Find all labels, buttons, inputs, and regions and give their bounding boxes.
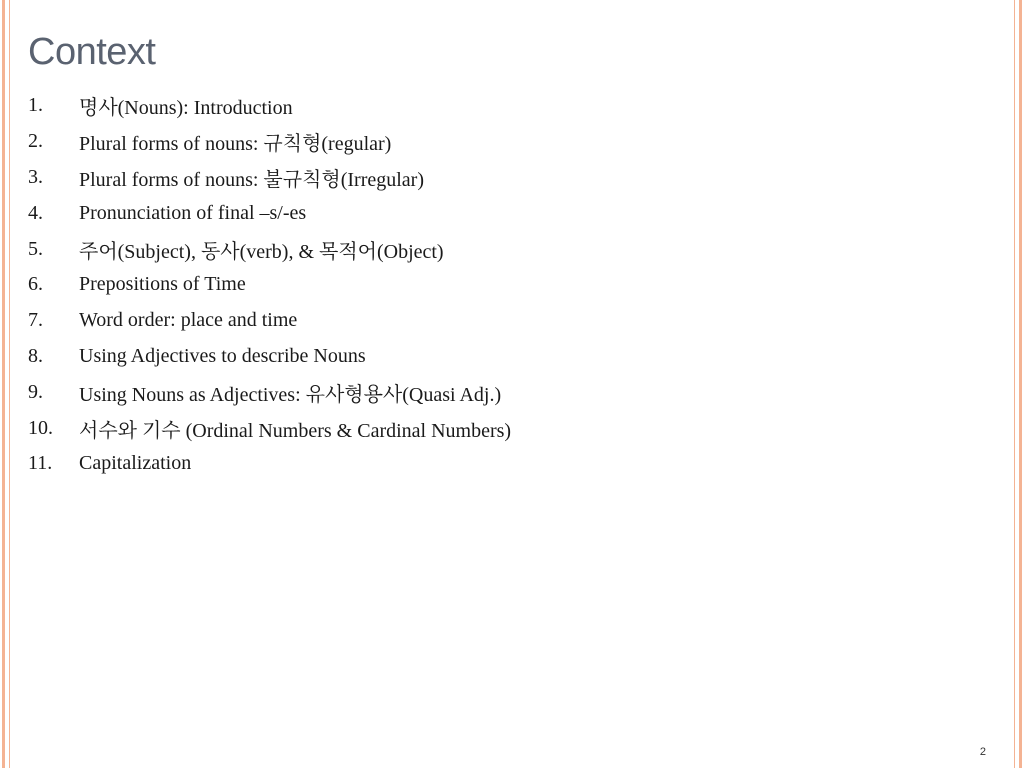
list-item — [28, 124, 511, 160]
list-item-text: Capitalization — [79, 452, 192, 475]
page-number: 2 — [979, 746, 986, 758]
list-item-text: 명사(Nouns): Introduction — [79, 97, 293, 120]
list-item-number: 8. — [28, 344, 43, 367]
list-item — [28, 195, 511, 231]
list-item — [28, 160, 511, 196]
list-item-text: Plural forms of nouns: 불규칙형(Irregular) — [79, 168, 424, 191]
list-item — [28, 410, 511, 446]
left-border-outer — [2, 0, 5, 768]
list-item — [28, 339, 511, 375]
list-item-text: Word order: place and time — [79, 309, 298, 332]
list-item-number: 5. — [28, 237, 43, 260]
list-item-text: 주어(Subject), 동사(verb), & 목적어(Object) — [79, 240, 444, 263]
left-border-inner — [9, 0, 10, 768]
list-item-number: 3. — [28, 165, 43, 188]
list-item — [28, 303, 511, 339]
list-item — [28, 446, 511, 482]
list-item — [28, 231, 511, 267]
list-item-text: Plural forms of nouns: 규칙형(regular) — [79, 133, 392, 156]
list-item-number: 9. — [28, 380, 43, 403]
list-item-text: 서수와 기수 (Ordinal Numbers & Cardinal Numbers) — [79, 419, 512, 442]
list-item-text: Using Adjectives to describe Nouns — [79, 344, 366, 367]
list-item-number: 6. — [28, 273, 43, 296]
list-item-number: 2. — [28, 130, 43, 153]
list-item-number: 10. — [28, 416, 53, 439]
list-item-text: Pronunciation of final –s/-es — [79, 201, 307, 224]
list-item-number: 7. — [28, 309, 43, 332]
right-border-outer — [1019, 0, 1022, 768]
list-item — [28, 267, 511, 303]
list-item-text: Using Nouns as Adjectives: 유사형용사(Quasi Adj.) — [79, 383, 502, 406]
slide-title: Context — [28, 31, 156, 73]
list-item-number: 1. — [28, 94, 43, 117]
right-border-inner — [1014, 0, 1015, 768]
list-item-number: 11. — [28, 452, 53, 475]
list-item — [28, 88, 511, 124]
list-item-text: Prepositions of Time — [79, 273, 246, 296]
list-item — [28, 374, 511, 410]
context-list — [28, 88, 511, 482]
list-item-number: 4. — [28, 201, 43, 224]
